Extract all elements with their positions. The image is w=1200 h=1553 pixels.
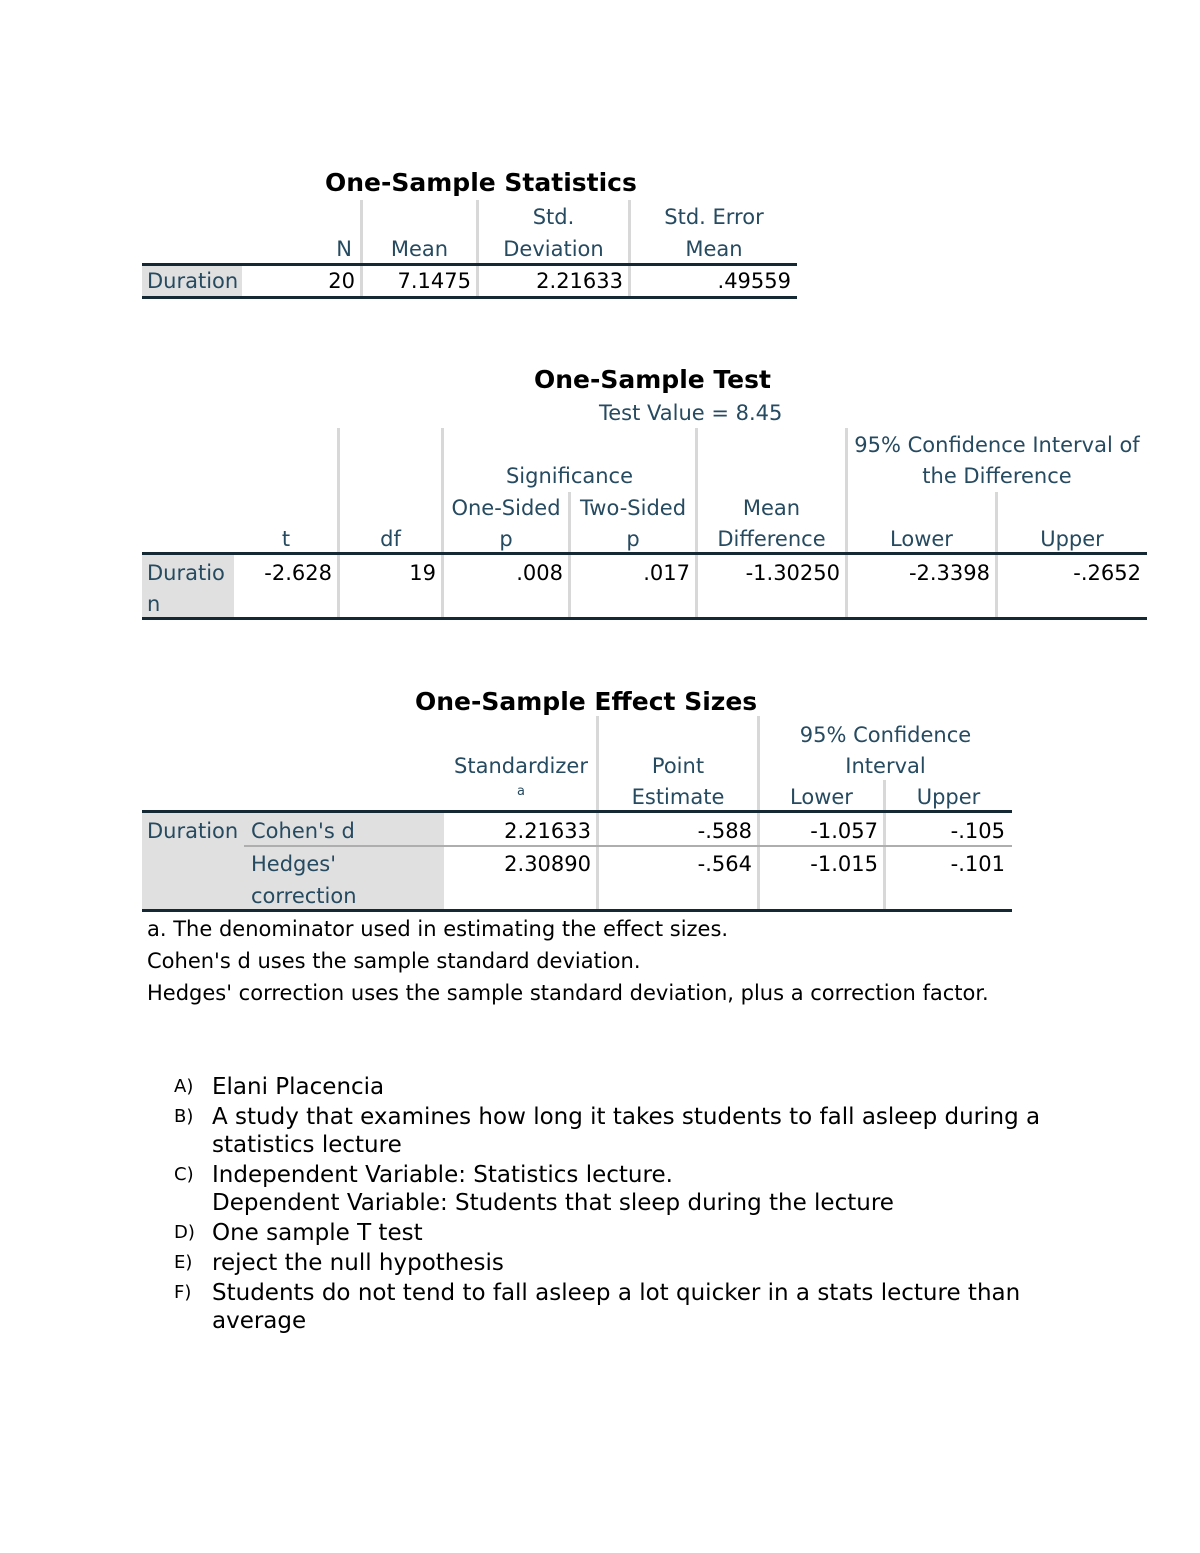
header-significance: Significance <box>505 464 634 488</box>
bottom-rule <box>142 617 1147 620</box>
row-label-line2: n <box>147 592 161 616</box>
row-label-hedges-line1: Hedges' <box>251 852 337 876</box>
cell-std-error: .49559 <box>717 269 791 293</box>
header-two-sided-line2: p <box>626 527 640 551</box>
list-marker: C) <box>174 1164 194 1185</box>
header-lower: Lower <box>790 785 853 809</box>
col-separator <box>337 428 340 618</box>
header-std-error-line1: Std. Error <box>664 205 764 229</box>
header-std-deviation-line2: Deviation <box>503 237 604 261</box>
header-standardizer-note: a <box>517 784 525 799</box>
test-value-label: Test Value = 8.45 <box>599 401 783 425</box>
cell-standardizer: 2.21633 <box>504 819 591 843</box>
list-item <box>174 1219 1074 1247</box>
header-std-error-line2: Mean <box>685 237 743 261</box>
list-item <box>174 1279 1074 1335</box>
row-label-hedges-line2: correction <box>251 884 357 908</box>
header-upper: Upper <box>916 785 981 809</box>
list-item <box>174 1161 1074 1217</box>
cell-mean-difference: -1.30250 <box>745 561 840 585</box>
cell-standardizer: 2.30890 <box>504 852 591 876</box>
header-df: df <box>380 527 401 551</box>
statistics-title: One-Sample Statistics <box>325 168 637 197</box>
header-one-sided-line1: One-Sided <box>451 496 561 520</box>
cell-point-estimate: -.588 <box>697 819 752 843</box>
list-item <box>174 1249 1074 1277</box>
header-mean-diff-line1: Mean <box>742 496 801 520</box>
list-item <box>174 1103 1074 1159</box>
cell-upper: -.2652 <box>1073 561 1141 585</box>
effect-title: One-Sample Effect Sizes <box>415 687 758 716</box>
header-standardizer: Standardizer <box>454 754 588 778</box>
cell-lower: -1.015 <box>810 852 878 876</box>
header-ci-line2: the Difference <box>922 464 1072 488</box>
list-marker: F) <box>174 1282 192 1303</box>
answer-text: Elani Placencia <box>212 1074 385 1100</box>
cell-lower: -1.057 <box>810 819 878 843</box>
cell-n: 20 <box>328 269 355 293</box>
header-mean: Mean <box>390 237 449 261</box>
col-separator <box>995 492 998 618</box>
col-separator <box>596 716 599 910</box>
footnote-cohens-d: Cohen's d uses the sample standard deviation. <box>147 949 641 973</box>
header-point-line2: Estimate <box>631 785 725 809</box>
header-t: t <box>281 527 291 551</box>
cell-upper: -.105 <box>950 819 1005 843</box>
row-label-line1: Duratio <box>147 561 225 585</box>
answers-list <box>174 1073 1074 1337</box>
answer-text: Independent Variable: Statistics lecture. <box>212 1162 673 1188</box>
row-label-cohens-d: Cohen's d <box>251 819 355 843</box>
bottom-rule <box>142 296 797 299</box>
group-label-duration: Duration <box>147 819 239 843</box>
test-title: One-Sample Test <box>534 365 771 394</box>
header-lower: Lower <box>890 527 953 551</box>
footnote-a: a. The denominator used in estimating the effect sizes. <box>147 917 729 941</box>
header-two-sided-line1: Two-Sided <box>579 496 687 520</box>
answer-text-line2: Dependent Variable: Students that sleep during the lecture <box>212 1190 894 1216</box>
header-ci-line1: 95% Confidence <box>799 723 972 747</box>
cell-one-sided-p: .008 <box>516 561 563 585</box>
cell-t: -2.628 <box>264 561 332 585</box>
list-item <box>174 1073 1074 1101</box>
cell-point-estimate: -.564 <box>697 852 752 876</box>
footnote-hedges: Hedges' correction uses the sample standard deviation, plus a correction factor. <box>147 981 989 1005</box>
header-mean-diff-line2: Difference <box>717 527 826 551</box>
answer-text: A study that examines how long it takes students to fall asleep during a statistics lecture <box>212 1104 1041 1158</box>
answer-text: One sample T test <box>212 1220 423 1246</box>
list-marker: D) <box>174 1222 195 1243</box>
cell-lower: -2.3398 <box>908 561 990 585</box>
header-n: N <box>336 237 352 261</box>
cell-two-sided-p: .017 <box>643 561 690 585</box>
header-upper: Upper <box>1040 527 1104 551</box>
answer-text: Students do not tend to fall asleep a lot quicker in a stats lecture than average <box>212 1280 1021 1334</box>
cell-upper: -.101 <box>950 852 1005 876</box>
answer-text: reject the null hypothesis <box>212 1250 504 1276</box>
list-marker: E) <box>174 1252 193 1273</box>
header-rule <box>142 552 1147 555</box>
list-marker: A) <box>174 1076 194 1097</box>
list-marker: B) <box>174 1106 194 1127</box>
header-point-line1: Point <box>651 754 705 778</box>
header-std-deviation-line1: Std. <box>532 205 575 229</box>
header-ci-line1: 95% Confidence Interval of <box>854 433 1140 457</box>
cell-mean: 7.1475 <box>397 269 471 293</box>
bottom-rule <box>142 909 1012 912</box>
cell-df: 19 <box>409 561 436 585</box>
header-ci-line2: Interval <box>845 754 926 778</box>
cell-std-deviation: 2.21633 <box>536 269 623 293</box>
row-separator <box>244 845 1012 847</box>
header-one-sided-line2: p <box>499 527 513 551</box>
row-label-duration: Duration <box>147 269 239 293</box>
